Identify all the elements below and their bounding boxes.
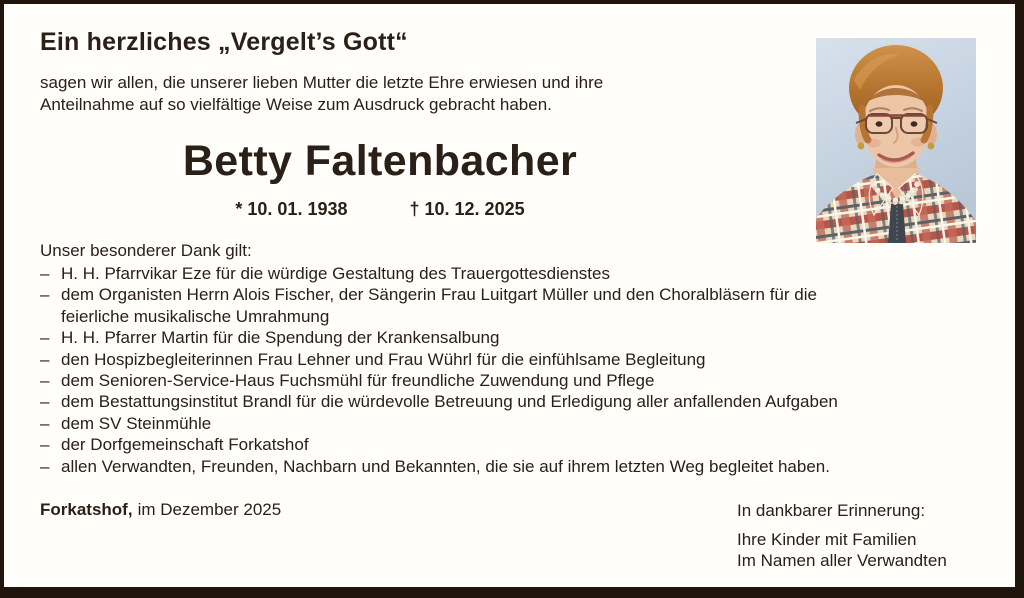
place-and-date (40, 500, 281, 520)
thanks-list-item (40, 413, 985, 434)
list-dash: – (40, 435, 50, 455)
list-dash: – (40, 264, 50, 283)
thanks-list (40, 263, 985, 477)
closing-block (737, 500, 947, 571)
intro-text: sagen wir allen, die unserer lieben Mutter die letzte Ehre erwiesen und ihre Anteilnahme auf so vielfältige Weise zum Ausdruck gebracht haben. (40, 73, 604, 114)
list-dash: – (40, 328, 50, 348)
thanks-item-text: dem SV Steinmühle (61, 413, 212, 433)
thanks-item-text: H. H. Pfarrer Martin für die Spendung der Krankensalbung (61, 328, 500, 348)
closing-line: In dankbarer Erinnerung: (737, 501, 926, 520)
list-dash: – (40, 456, 50, 476)
thanks-heading: Unser besonderer Dank gilt: (40, 241, 252, 260)
notice-date: im Dezember 2025 (137, 500, 282, 519)
deceased-name: Betty Faltenbacher (182, 137, 578, 185)
thanks-item-text: dem Senioren-Service-Haus Fuchsmühl für freundliche Zuwendung und Pflege (61, 371, 655, 391)
thanks-item-text: der Dorfgemeinschaft Forkatshof (61, 435, 309, 455)
place-name: Forkatshof, (40, 500, 133, 519)
thanks-list-item (40, 456, 985, 477)
notice-headline: Ein herzliches „Vergelt’s Gott“ (40, 28, 408, 56)
thanks-item-text: dem Organisten Herrn Alois Fischer, der Sängerin Frau Luitgart Müller und den Choralbläsern für die feierliche musikalische Umrahmung (61, 285, 817, 326)
portrait-photo (816, 38, 976, 243)
thanks-list-item (40, 434, 985, 455)
closing-line: Ihre Kinder mit Familien (737, 530, 917, 549)
death-date: † 10. 12. 2025 (409, 199, 525, 219)
thanks-list-item (40, 391, 985, 412)
thanks-list-item (40, 327, 985, 348)
birth-date: * 10. 01. 1938 (235, 199, 348, 219)
list-dash: – (40, 392, 50, 412)
thanks-item-text: dem Bestattungsinstitut Brandl für die würdevolle Betreuung und Erledigung aller anfallenden Aufgaben (61, 392, 838, 412)
thanks-list-item (40, 349, 985, 370)
thanks-item-text: H. H. Pfarrvikar Eze für die würdige Gestaltung des Trauergottesdienstes (61, 264, 610, 283)
thanks-list-item (40, 370, 985, 391)
list-dash: – (40, 371, 50, 391)
list-dash: – (40, 349, 50, 369)
list-dash: – (40, 285, 50, 305)
life-dates (40, 199, 720, 220)
closing-line: Im Namen aller Verwandten (737, 551, 947, 570)
list-dash: – (40, 413, 50, 433)
thanks-item-text: den Hospizbegleiterinnen Frau Lehner und Frau Wührl für die einfühlsame Begleitung (61, 349, 706, 369)
thanks-list-item (40, 263, 985, 284)
thanks-item-text: allen Verwandten, Freunden, Nachbarn und Bekannten, die sie auf ihrem letzten Weg begleitet haben. (61, 456, 830, 476)
thanks-list-item (40, 284, 985, 327)
